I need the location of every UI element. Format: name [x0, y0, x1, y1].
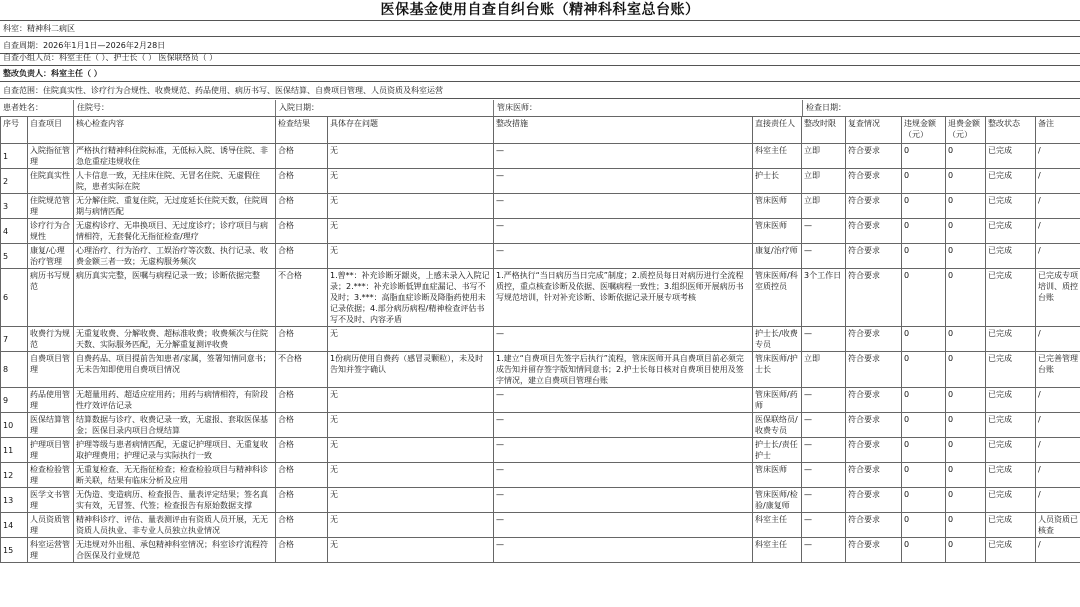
- row-number: 5: [1, 244, 28, 269]
- table-row: [1, 538, 1080, 563]
- rectify-measure: —: [494, 413, 753, 438]
- doctor-label: 管床医师：: [497, 103, 537, 112]
- refund-amount: 0: [946, 244, 986, 269]
- period-line: 自查周期：2026年1月1日—2026年2月28日: [0, 37, 1080, 54]
- team-line: 自查小组人员：科室主任（ ）、护士长（ ） 医保联络员（ ）: [0, 49, 1080, 66]
- check-item: 药品使用管理: [28, 388, 74, 413]
- col-header: 直接责任人: [753, 117, 802, 144]
- review-status: 符合要求: [846, 144, 902, 169]
- rectify-status: 已完成: [986, 438, 1036, 463]
- violation-amount: 0: [902, 352, 946, 388]
- violation-amount: 0: [902, 488, 946, 513]
- check-item: 科室运营管理: [28, 538, 74, 563]
- table-row: [1, 219, 1080, 244]
- refund-amount: 0: [946, 194, 986, 219]
- scope-line: 自查范围：住院真实性、诊疗行为合规性、收费规范、药品使用、病历书写、医保结算、自费项目管理、人员资质及科室运营: [0, 82, 1080, 99]
- refund-amount: 0: [946, 388, 986, 413]
- check-result: 合格: [276, 244, 328, 269]
- check-item: 收费行为规范: [28, 327, 74, 352]
- remark: /: [1036, 194, 1080, 219]
- check-content: 无分解住院、重复住院，无过度延长住院天数，住院周期与病情匹配: [74, 194, 276, 219]
- check-content: 无重复检查、无无指征检查；检查检验项目与精神科诊断关联，结果有临床分析及应用: [74, 463, 276, 488]
- row-number: 2: [1, 169, 28, 194]
- table-row: [1, 413, 1080, 438]
- remark: 已完善管理台账: [1036, 352, 1080, 388]
- rectify-measure: —: [494, 244, 753, 269]
- table-row: [1, 352, 1080, 388]
- col-header: 整改时限: [802, 117, 846, 144]
- review-status: 符合要求: [846, 488, 902, 513]
- table-row: [1, 194, 1080, 219]
- violation-amount: 0: [902, 413, 946, 438]
- check-result: 合格: [276, 488, 328, 513]
- review-status: 符合要求: [846, 194, 902, 219]
- col-header: 检查结果: [276, 117, 328, 144]
- rectify-status: 已完成: [986, 144, 1036, 169]
- row-number: 13: [1, 488, 28, 513]
- row-number: 4: [1, 219, 28, 244]
- review-status: 符合要求: [846, 388, 902, 413]
- remark: /: [1036, 244, 1080, 269]
- row-number: 10: [1, 413, 28, 438]
- violation-amount: 0: [902, 513, 946, 538]
- check-item: 医学文书管理: [28, 488, 74, 513]
- page-title: 医保基金使用自查自纠台账（精神科科室总台账）: [0, 0, 1080, 21]
- admit-date-label: 入院日期：: [279, 103, 319, 112]
- issue-detail: 1份病历使用自费药（感冒灵颗粒），未及时告知并签字确认: [328, 352, 494, 388]
- issue-detail: 无: [328, 513, 494, 538]
- violation-amount: 0: [902, 463, 946, 488]
- deadline: —: [802, 488, 846, 513]
- refund-amount: 0: [946, 463, 986, 488]
- rectify-measure: —: [494, 169, 753, 194]
- row-number: 6: [1, 269, 28, 327]
- check-result: 合格: [276, 144, 328, 169]
- issue-detail: 1.曾**：补充诊断牙龈炎，上感未录入入院记录；2.***：补充诊断低钾血症漏记、书写不及时；3.***：高脂血症诊断及降脂药使用未记录依据；4.部分病历病程/精神检查评估书写不及时、内容矛盾: [328, 269, 494, 327]
- responsible-person: 管床医师/科室质控员: [753, 269, 802, 327]
- patient-name-label: 患者姓名：: [3, 103, 43, 112]
- deadline: 立即: [802, 352, 846, 388]
- issue-detail: 无: [328, 144, 494, 169]
- refund-amount: 0: [946, 269, 986, 327]
- rectify-status: 已完成: [986, 413, 1036, 438]
- responsible-person: 科室主任: [753, 144, 802, 169]
- responsible-person: 管床医师: [753, 463, 802, 488]
- check-item: 自费项目管理: [28, 352, 74, 388]
- table-row: [1, 327, 1080, 352]
- col-header: 核心检查内容: [74, 117, 276, 144]
- check-content: 无重复收费、分解收费、超标准收费；收费频次与住院天数、实际服务匹配，无分解重复测评收费: [74, 327, 276, 352]
- check-item: 住院规范管理: [28, 194, 74, 219]
- rectify-status: 已完成: [986, 352, 1036, 388]
- refund-amount: 0: [946, 413, 986, 438]
- rectify-measure: —: [494, 219, 753, 244]
- rectify-measure: —: [494, 463, 753, 488]
- responsible-person: 科室主任: [753, 513, 802, 538]
- remark: /: [1036, 488, 1080, 513]
- issue-detail: 无: [328, 244, 494, 269]
- rectify-measure: —: [494, 144, 753, 169]
- issue-detail: 无: [328, 194, 494, 219]
- rectify-status: 已完成: [986, 244, 1036, 269]
- refund-amount: 0: [946, 327, 986, 352]
- rectify-status: 已完成: [986, 538, 1036, 563]
- deadline: —: [802, 244, 846, 269]
- remark: /: [1036, 169, 1080, 194]
- violation-amount: 0: [902, 244, 946, 269]
- row-number: 7: [1, 327, 28, 352]
- issue-detail: 无: [328, 327, 494, 352]
- row-number: 12: [1, 463, 28, 488]
- rectify-measure: 1.建立“自费项目先签字后执行”流程，管床医师开具自费项目前必须完成告知并留存签字版知情同意书；2.护士长每日核对自费项目使用及签字情况，建立自费项目管理台账: [494, 352, 753, 388]
- check-content: 护理等级与患者病情匹配，无虚记护理项目、无重复收取护理费用；护理记录与实际执行一致: [74, 438, 276, 463]
- deadline: —: [802, 413, 846, 438]
- check-result: 合格: [276, 538, 328, 563]
- rectify-status: 已完成: [986, 269, 1036, 327]
- deadline: —: [802, 438, 846, 463]
- responsible-person: 医保联络员/收费专员: [753, 413, 802, 438]
- ledger-table: [0, 116, 1080, 563]
- rectify-status: 已完成: [986, 388, 1036, 413]
- col-header: 退费金额（元）: [946, 117, 986, 144]
- col-header: 序号: [1, 117, 28, 144]
- rectify-status: 已完成: [986, 488, 1036, 513]
- table-row: [1, 244, 1080, 269]
- deadline: —: [802, 327, 846, 352]
- rectify-status: 已完成: [986, 513, 1036, 538]
- col-header: 整改措施: [494, 117, 753, 144]
- check-result: 合格: [276, 463, 328, 488]
- refund-amount: 0: [946, 144, 986, 169]
- check-content: 无违规对外出租、承包精神科室情况；科室诊疗流程符合医保及行业规范: [74, 538, 276, 563]
- rectify-measure: —: [494, 327, 753, 352]
- remark: /: [1036, 463, 1080, 488]
- rectify-measure: —: [494, 538, 753, 563]
- patient-info-row: [0, 100, 1080, 117]
- deadline: —: [802, 513, 846, 538]
- deadline: 立即: [802, 144, 846, 169]
- check-item: 检查检验管理: [28, 463, 74, 488]
- remark: /: [1036, 538, 1080, 563]
- check-result: 合格: [276, 169, 328, 194]
- check-content: 自费药品、项目提前告知患者/家属，签署知情同意书；无未告知即使用自费项目情况: [74, 352, 276, 388]
- review-status: 符合要求: [846, 413, 902, 438]
- rectify-measure: —: [494, 388, 753, 413]
- issue-detail: 无: [328, 538, 494, 563]
- rectify-status: 已完成: [986, 194, 1036, 219]
- remark: 已完成专项培训、质控台账: [1036, 269, 1080, 327]
- row-number: 14: [1, 513, 28, 538]
- refund-amount: 0: [946, 513, 986, 538]
- check-content: 人卡信息一致，无挂床住院、无冒名住院、无虚假住院，患者实际在院: [74, 169, 276, 194]
- violation-amount: 0: [902, 144, 946, 169]
- check-date-label: 检查日期：: [806, 103, 846, 112]
- check-content: 结算数据与诊疗、收费记录一致，无虚报、套取医保基金；医保目录内项目合规结算: [74, 413, 276, 438]
- refund-amount: 0: [946, 169, 986, 194]
- issue-detail: 无: [328, 169, 494, 194]
- review-status: 符合要求: [846, 438, 902, 463]
- responsible-person: 康复/治疗师: [753, 244, 802, 269]
- refund-amount: 0: [946, 352, 986, 388]
- rectify-status: 已完成: [986, 169, 1036, 194]
- check-content: 心理治疗、行为治疗、工娱治疗等次数、执行记录、收费金额三者一致；无虚构服务频次: [74, 244, 276, 269]
- issue-detail: 无: [328, 388, 494, 413]
- review-status: 符合要求: [846, 513, 902, 538]
- refund-amount: 0: [946, 438, 986, 463]
- table-row: [1, 488, 1080, 513]
- check-content: 精神科诊疗、评估、量表测评由有资质人员开展，无无资质人员执业、非专业人员独立执业情况: [74, 513, 276, 538]
- issue-detail: 无: [328, 488, 494, 513]
- violation-amount: 0: [902, 269, 946, 327]
- check-content: 无伪造、变造病历、检查报告、量表评定结果；签名真实有效，无冒签、代签；检查报告有原始数据支撑: [74, 488, 276, 513]
- responsible-person: 科室主任: [753, 538, 802, 563]
- admission-no-label: 住院号：: [77, 103, 109, 112]
- violation-amount: 0: [902, 438, 946, 463]
- responsible-person: 管床医师/护士长: [753, 352, 802, 388]
- check-item: 护理项目管理: [28, 438, 74, 463]
- table-row: [1, 144, 1080, 169]
- remark: /: [1036, 219, 1080, 244]
- owner-line: 整改负责人：科室主任（ ）: [0, 65, 1080, 82]
- check-result: 合格: [276, 194, 328, 219]
- issue-detail: 无: [328, 438, 494, 463]
- responsible-person: 管床医师: [753, 219, 802, 244]
- check-result: 合格: [276, 513, 328, 538]
- col-header: 复查情况: [846, 117, 902, 144]
- table-row: [1, 269, 1080, 327]
- check-content: 无虚构诊疗、无串换项目、无过度诊疗；诊疗项目与病情相符，无套餐化无指征检查/理疗: [74, 219, 276, 244]
- review-status: 符合要求: [846, 538, 902, 563]
- violation-amount: 0: [902, 538, 946, 563]
- responsible-person: 管床医师: [753, 194, 802, 219]
- table-row: [1, 513, 1080, 538]
- dept-line: 科室：精神科二病区: [0, 20, 1080, 37]
- issue-detail: 无: [328, 413, 494, 438]
- violation-amount: 0: [902, 388, 946, 413]
- deadline: —: [802, 463, 846, 488]
- table-row: [1, 463, 1080, 488]
- deadline: —: [802, 219, 846, 244]
- remark: /: [1036, 144, 1080, 169]
- table-row: [1, 388, 1080, 413]
- rectify-measure: —: [494, 513, 753, 538]
- check-item: 住院真实性: [28, 169, 74, 194]
- check-item: 入院指征管理: [28, 144, 74, 169]
- review-status: 符合要求: [846, 219, 902, 244]
- rectify-measure: 1.严格执行“当日病历当日完成”制度；2.质控员每日对病历进行全流程质控，重点核查诊断及依据、医嘱病程一致性；3.组织医师开展病历书写规范培训，针对补充诊断、诊断依据记录开展专项考核: [494, 269, 753, 327]
- check-item: 康复/心理治疗管理: [28, 244, 74, 269]
- responsible-person: 管床医师/检验/康复师: [753, 488, 802, 513]
- table-body: [1, 144, 1080, 563]
- col-header: 备注: [1036, 117, 1080, 144]
- check-result: 不合格: [276, 352, 328, 388]
- violation-amount: 0: [902, 219, 946, 244]
- table-header-row: [1, 117, 1080, 144]
- rectify-status: 已完成: [986, 219, 1036, 244]
- row-number: 1: [1, 144, 28, 169]
- refund-amount: 0: [946, 488, 986, 513]
- check-content: 病历真实完整，医嘱与病程记录一致；诊断依据完整: [74, 269, 276, 327]
- violation-amount: 0: [902, 194, 946, 219]
- row-number: 11: [1, 438, 28, 463]
- remark: /: [1036, 327, 1080, 352]
- rectify-measure: —: [494, 488, 753, 513]
- row-number: 15: [1, 538, 28, 563]
- check-item: 人员资质管理: [28, 513, 74, 538]
- check-item: 病历书写规范: [28, 269, 74, 327]
- rectify-status: 已完成: [986, 463, 1036, 488]
- violation-amount: 0: [902, 327, 946, 352]
- deadline: 立即: [802, 169, 846, 194]
- rectify-measure: —: [494, 194, 753, 219]
- refund-amount: 0: [946, 538, 986, 563]
- check-content: 严格执行精神科住院标准，无低标入院、诱导住院、非急危重症违规收住: [74, 144, 276, 169]
- check-result: 合格: [276, 219, 328, 244]
- col-header: 违规金额（元）: [902, 117, 946, 144]
- responsible-person: 护士长: [753, 169, 802, 194]
- check-content: 无超量用药、超适应症用药；用药与病情相符，有阶段性疗效评估记录: [74, 388, 276, 413]
- row-number: 9: [1, 388, 28, 413]
- deadline: 3个工作日: [802, 269, 846, 327]
- refund-amount: 0: [946, 219, 986, 244]
- table-row: [1, 169, 1080, 194]
- remark: 人员资质已核查: [1036, 513, 1080, 538]
- check-result: 合格: [276, 438, 328, 463]
- responsible-person: 护士长/收费专员: [753, 327, 802, 352]
- remark: /: [1036, 438, 1080, 463]
- issue-detail: 无: [328, 219, 494, 244]
- check-result: 合格: [276, 327, 328, 352]
- review-status: 符合要求: [846, 269, 902, 327]
- row-number: 3: [1, 194, 28, 219]
- rectify-status: 已完成: [986, 327, 1036, 352]
- row-number: 8: [1, 352, 28, 388]
- issue-detail: 无: [328, 463, 494, 488]
- review-status: 符合要求: [846, 463, 902, 488]
- deadline: —: [802, 538, 846, 563]
- deadline: —: [802, 388, 846, 413]
- check-item: 诊疗行为合规性: [28, 219, 74, 244]
- remark: /: [1036, 388, 1080, 413]
- violation-amount: 0: [902, 169, 946, 194]
- col-header: 具体存在问题: [328, 117, 494, 144]
- rectify-measure: —: [494, 438, 753, 463]
- review-status: 符合要求: [846, 352, 902, 388]
- check-result: 不合格: [276, 269, 328, 327]
- check-result: 合格: [276, 413, 328, 438]
- deadline: 立即: [802, 194, 846, 219]
- responsible-person: 管床医师/药师: [753, 388, 802, 413]
- col-header: 整改状态: [986, 117, 1036, 144]
- check-result: 合格: [276, 388, 328, 413]
- table-row: [1, 438, 1080, 463]
- responsible-person: 护士长/责任护士: [753, 438, 802, 463]
- review-status: 符合要求: [846, 169, 902, 194]
- col-header: 自查项目: [28, 117, 74, 144]
- review-status: 符合要求: [846, 327, 902, 352]
- remark: /: [1036, 413, 1080, 438]
- review-status: 符合要求: [846, 244, 902, 269]
- check-item: 医保结算管理: [28, 413, 74, 438]
